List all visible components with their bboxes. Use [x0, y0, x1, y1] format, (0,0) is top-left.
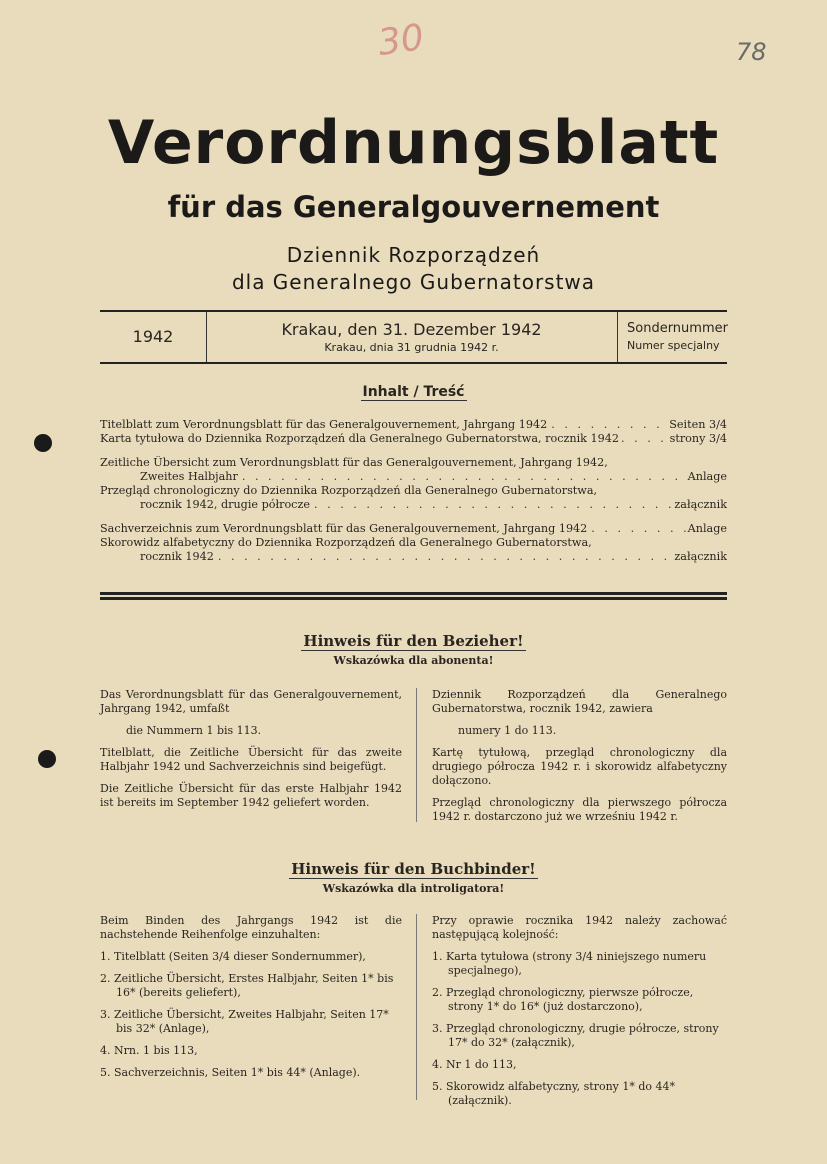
toc-entry-continuation: rocznik 1942, drugie półrocze . . . załącznik: [100, 498, 727, 512]
toc-entry: Karta tytułowa do Dziennika Rozporządzeń dla Generalnego Gubernatorstwa, rocznik 1942 . . . strony 3/4: [100, 432, 727, 446]
binder-notice-german: Beim Binden des Jahrgangs 1942 ist die nachstehende Reihenfolge einzuhalten: 1. Titelblatt (Seiten 3/4 dieser Sondernummer), 2. Zeitliche Übersicht, Erstes Halbjahr, Seiten 1* bis 16* (bereits geliefert), 3. Zeitliche Übersicht, Zweites Halbjahr, Seiten 17* bis 32* (Anlage), 4. Nrn. 1 bis 113, 5. Sachverzeichnis, Seiten 1* bis 44* (Anlage).: [100, 914, 402, 1079]
binder-notice-polish: Przy oprawie rocznika 1942 należy zachować następującą kolejność: 1. Karta tytułowa (strony 3/4 niniejszego numeru specjalnego), 2. Przegląd chronologiczny, pierwsze półrocze, strony 1* do 16* (już dostarczono), 3. Przegląd chronologiczny, drugie półrocze, strony 17* do 32* (załącznik), 4. Nr 1 do 113, 5. Skorowidz alfabetyczny, strony 1* do 44* (załącznik).: [432, 914, 727, 1107]
subscriber-notice-polish: Dziennik Rozporządzeń dla Generalnego Gubernatorstwa, rocznik 1942, zawiera numery 1 do 113. Kartę tytułową, przegląd chronologiczny dla drugiego półrocza 1942 r. i skorowidz alfabetyczny dołączono. Przegląd chronologiczny dla pierwszego półrocza 1942 r. dostarczono już we wrześniu 1942 r.: [432, 688, 727, 823]
list-item: 5. Sachverzeichnis, Seiten 1* bis 44* (Anlage).: [100, 1066, 361, 1079]
toc-entry: Titelblatt zum Verordnungsblatt für das Generalgouvernement, Jahrgang 1942 . . . Seiten 3/4: [100, 418, 727, 432]
column-divider: [416, 688, 417, 822]
issue-year: 1942: [100, 312, 207, 362]
divider-rule: [100, 592, 727, 595]
divider-rule: [100, 597, 727, 600]
subscriber-notice: [100, 688, 727, 828]
toc-entry: Skorowidz alfabetyczny do Dziennika Rozporządzeń dla Generalnego Gubernatorstwa,: [100, 536, 592, 549]
journal-subtitle: für das Generalgouvernement: [167, 190, 660, 224]
punch-hole: [34, 434, 52, 452]
list-item: 1. Titelblatt (Seiten 3/4 dieser Sondernummer),: [100, 950, 366, 963]
toc-entry: Przegląd chronologiczny do Dziennika Rozporządzeń dla Generalnego Gubernatorstwa,: [100, 484, 598, 497]
list-item: 4. Nrn. 1 bis 113,: [100, 1044, 198, 1057]
list-item: 3. Przegląd chronologiczny, drugie półrocze, strony 17* do 32* (załącznik),: [432, 1022, 719, 1049]
column-divider: [416, 914, 417, 1100]
list-item: 3. Zeitliche Übersicht, Zweites Halbjahr, Seiten 17* bis 32* (Anlage),: [100, 1008, 389, 1035]
contents-heading: Inhalt / Treść: [362, 384, 465, 400]
toc-entry-continuation: rocznik 1942 . . . załącznik: [100, 550, 727, 564]
subscriber-notice-heading: Hinweis für den Bezieher! Wskazówka dla abonenta!: [303, 632, 524, 667]
handwritten-page-number-grey: 78: [736, 38, 767, 66]
table-of-contents: [100, 418, 727, 564]
issue-date-polish: Krakau, dnia 31 grudnia 1942 r.: [324, 341, 499, 354]
issue-date-german: Krakau, den 31. Dezember 1942: [281, 320, 542, 339]
punch-hole: [38, 750, 56, 768]
journal-subtitle-polish: dla Generalnego Gubernatorstwa: [231, 270, 596, 294]
issue-number-german: Sondernummer: [627, 321, 728, 336]
journal-title-polish: Dziennik Rozporządzeń: [286, 243, 541, 267]
handwritten-page-number-red: 30: [375, 17, 427, 64]
issue-info-bar: [100, 310, 727, 364]
journal-title: Verordnungsblatt: [107, 108, 720, 178]
subscriber-notice-german: Das Verordnungsblatt für das Generalgouvernement, Jahrgang 1942, umfaßt die Nummern 1 bis 113. Titelblatt, die Zeitliche Übersicht für das zweite Halbjahr 1942 und Sachverzeichnis sind beigefügt. Die Zeitliche Übersicht für das erste Halbjahr 1942 ist bereits im September 1942 geliefert worden.: [100, 688, 402, 809]
toc-entry-continuation: Zweites Halbjahr . . . Anlage: [100, 470, 727, 484]
issue-number: [627, 312, 727, 362]
binder-notice: [100, 914, 727, 1107]
list-item: 5. Skorowidz alfabetyczny, strony 1* do 44* (załącznik).: [432, 1080, 676, 1107]
list-item: 2. Przegląd chronologiczny, pierwsze półrocze, strony 1* do 16* (już dostarczono),: [432, 986, 694, 1013]
issue-number-polish: Numer specjalny: [627, 339, 720, 352]
list-item: 1. Karta tytułowa (strony 3/4 niniejszego numeru specjalnego),: [432, 950, 707, 977]
list-item: 2. Zeitliche Übersicht, Erstes Halbjahr, Seiten 1* bis 16* (bereits geliefert),: [100, 972, 394, 999]
binder-notice-heading: Hinweis für den Buchbinder! Wskazówka dla introligatora!: [291, 860, 536, 895]
toc-entry: Zeitliche Übersicht zum Verordnungsblatt für das Generalgouvernement, Jahrgang 1942,: [100, 456, 608, 469]
issue-date: [206, 312, 618, 362]
list-item: 4. Nr 1 do 113,: [432, 1058, 517, 1071]
toc-entry: Sachverzeichnis zum Verordnungsblatt für das Generalgouvernement, Jahrgang 1942 . . . Anlage: [100, 522, 727, 536]
